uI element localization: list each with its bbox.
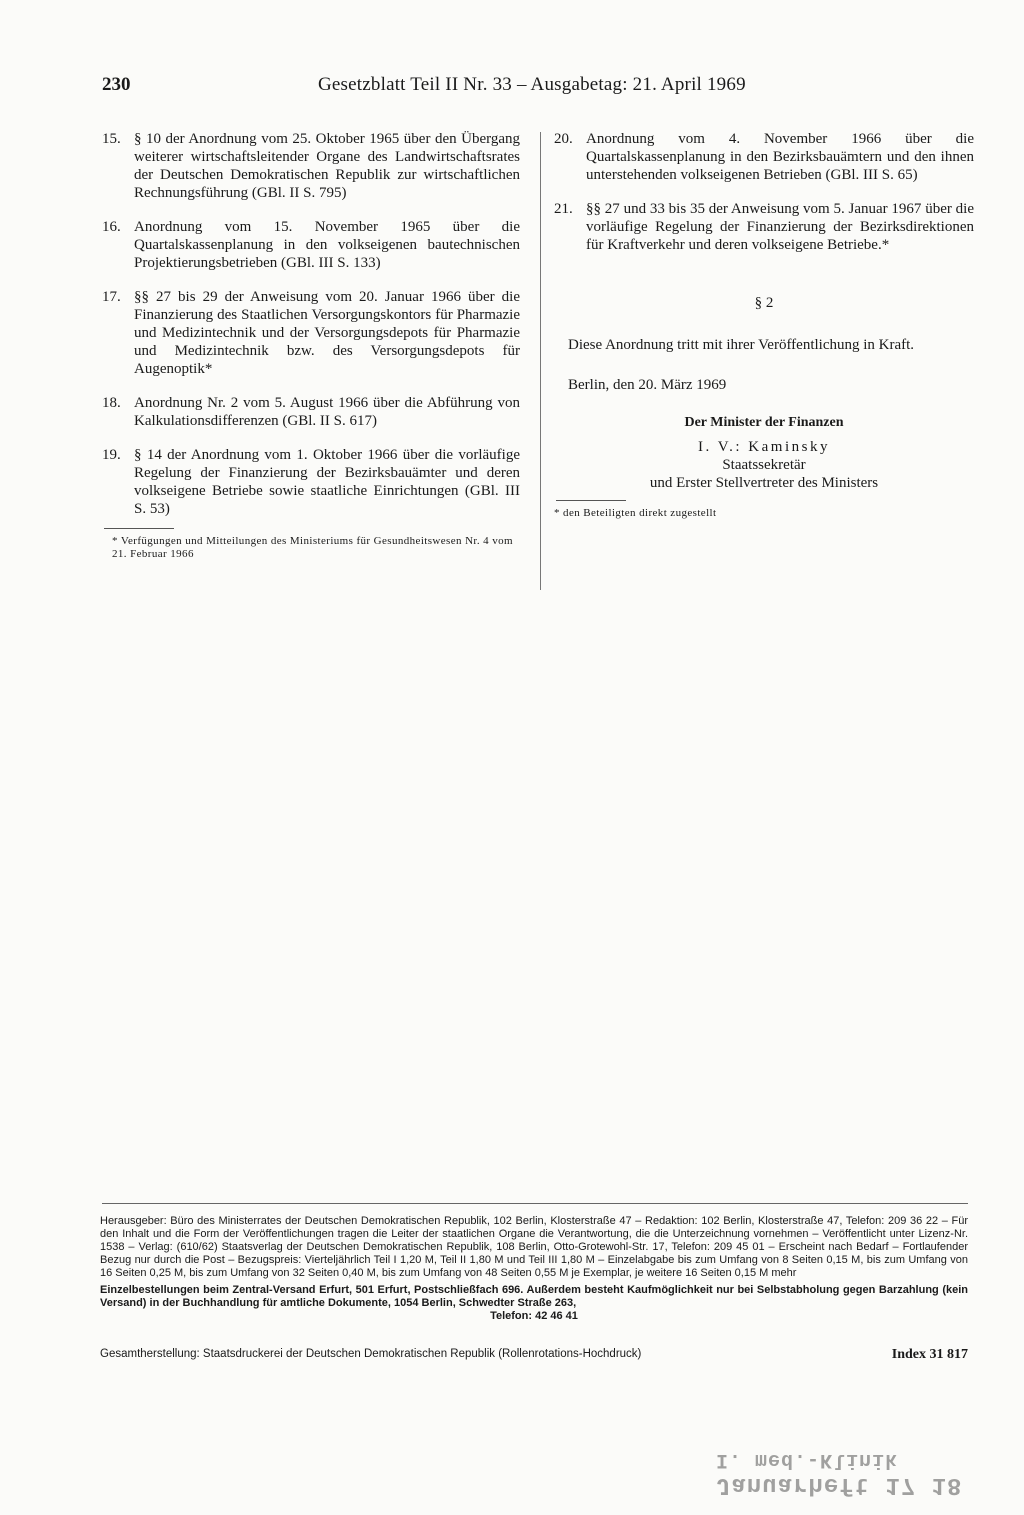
place-date: Berlin, den 20. März 1969 <box>568 377 727 393</box>
item-text: Anordnung Nr. 2 vom 5. August 1966 über die Abführung von Kalkulationsdifferenzen (GBl. II S. 617) <box>134 395 520 429</box>
list-item <box>102 288 520 378</box>
item-text: Anordnung vom 15. November 1965 über die Quartalskassenplanung in den volkseigenen bautechnischen Projektierungsbetrieben (GBl. III S. 133) <box>134 219 520 271</box>
colophon <box>100 1215 968 1323</box>
page-header <box>102 74 892 98</box>
item-number: 19. <box>102 447 121 463</box>
stamp-line-1: Januarheft 17 18 <box>716 1471 963 1498</box>
colophon-orders: Einzelbestellungen beim Zentral-Versand Erfurt, 501 Erfurt, Postschließfach 696. Außerdem besteht Kaufmöglichkeit nur bei Selbstabholung gegen Barzahlung (kein Versand) in der Buchhandlung für amtliche Dokumente, 1054 Berlin, Schwedter Straße 263, <box>100 1284 968 1309</box>
printer-text: Gesamtherstellung: Staatsdruckerei der Deutschen Demokratischen Republik (Rollenrotations-Hochdruck) <box>100 1348 642 1360</box>
colophon-publisher: Herausgeber: Büro des Ministerrates der Deutschen Demokratischen Republik, 102 Berlin, Klosterstraße 47 – Redaktion: 102 Berlin, Klosterstraße 47, Telefon: 209 36 22 – Für den Inhalt und die Form der Veröffentlichungen tragen die Leiter der staatlichen Organe die Verantwortung, die die Unterzeichnung vornehmen – Veröffentlicht unter Lizenz-Nr. 1538 – Verlag: (610/62) Staatsverlag der Deutschen Demokratischen Republik, 108 Berlin, Otto-Grotewohl-Str. 17, Telefon: 209 45 01 – Erscheint nach Bedarf – Fortlaufender Bezug nur durch die Post – Bezugspreis: Vierteljährlich Teil I 1,20 M, Teil II 1,80 M und Teil III 1,80 M – Einzelabgabe bis zum Umfang von 8 Seiten 0,15 M, bis zum Umfang von 16 Seiten 0,25 M, bis zum Umfang von 32 Seiten 0,40 M, bis zum Umfang von 48 Seiten 0,55 M je Exemplar, je weitere 16 Seiten 0,15 M mehr <box>100 1215 968 1279</box>
item-number: 18. <box>102 395 121 411</box>
header-title: Gesetzblatt Teil II Nr. 33 – Ausgabetag: 21. April 1969 <box>318 74 746 95</box>
list-item <box>102 446 520 518</box>
signature-title-2: und Erster Stellvertreter des Ministers <box>649 475 879 491</box>
footnote: * Verfügungen und Mitteilungen des Ministeriums für Gesundheitswesen Nr. 4 vom 21. Februar 1966 <box>112 535 513 560</box>
item-number: 21. <box>554 201 573 217</box>
item-number: 16. <box>102 219 121 235</box>
list-item <box>102 218 520 272</box>
colophon-rule <box>102 1203 968 1204</box>
item-number: 15. <box>102 131 121 147</box>
column-divider <box>540 132 541 590</box>
left-column <box>102 130 520 561</box>
item-text: § 10 der Anordnung vom 25. Oktober 1965 über den Übergang weiterer wirtschaftsleitender Organe des Landwirtschaftsrates der Deutschen Demokratischen Republik zur wirtschaftlichen Rechnungsführung (GBl. II S. 795) <box>134 131 520 201</box>
footnote: * den Beteiligten direkt zugestellt <box>554 507 717 519</box>
item-text: § 14 der Anordnung vom 1. Oktober 1966 über die vorläufige Regelung der Finanzierung der Bezirksbauämter und deren volkseigene Betriebe sowie staatliche Einrichtungen (GBl. III S. 53) <box>134 447 520 517</box>
section-text: Diese Anordnung tritt mit ihrer Veröffentlichung in Kraft. <box>568 337 915 353</box>
item-number: 17. <box>102 289 121 305</box>
item-number: 20. <box>554 131 573 147</box>
item-text: §§ 27 bis 29 der Anweisung vom 20. Januar 1966 über die Finanzierung des Staatlichen Versorgungskontors für Pharmazie und Medizintechnik und der Versorgungsdepots für Pharmazie und Medizintechnik bzw. des Versorgungsdepots für Augenoptik* <box>134 289 520 377</box>
printer-line <box>100 1348 968 1360</box>
stamp-line-2: I. med.-Klinik <box>716 1448 899 1471</box>
section-heading: § 2 <box>754 295 774 311</box>
signature-title: Staatssekretär <box>722 457 806 473</box>
page-number: 230 <box>102 74 131 95</box>
index-number: Index 31 817 <box>891 1347 968 1362</box>
footnote-rule <box>556 500 626 501</box>
colophon-orders-phone: Telefon: 42 46 41 <box>490 1310 578 1322</box>
library-stamp <box>716 1438 986 1498</box>
signature-office: Der Minister der Finanzen <box>684 415 844 430</box>
item-text: §§ 27 und 33 bis 35 der Anweisung vom 5. Januar 1967 über die vorläufige Regelung der Finanzierung der Bezirksdirektionen für Kraftverkehr und deren volkseigene Betriebe.* <box>586 201 974 253</box>
signature-name: I. V.: Kaminsky <box>698 439 830 455</box>
footnote-rule <box>104 528 174 529</box>
list-item <box>554 130 974 184</box>
list-item <box>102 130 520 202</box>
list-item <box>554 200 974 254</box>
right-column <box>554 130 974 520</box>
item-text: Anordnung vom 4. November 1966 über die Quartalskassenplanung in den Bezirksbauämtern und den ihnen unterstehenden volkseigenen Betrieben (GBl. III S. 65) <box>586 131 974 183</box>
list-item <box>102 394 520 430</box>
